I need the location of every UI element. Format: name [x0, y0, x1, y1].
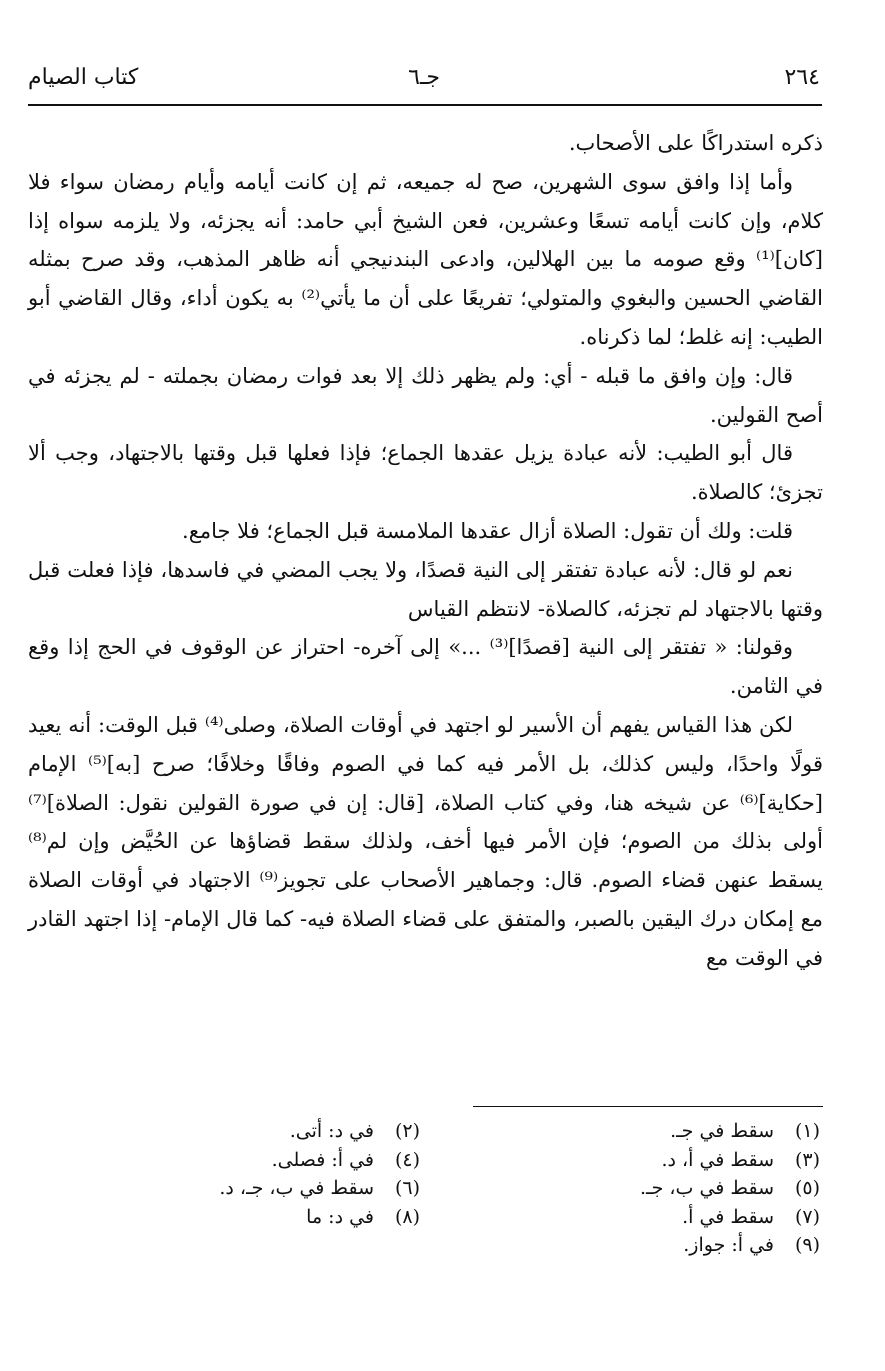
header-divider: [28, 104, 822, 106]
footnote-text: في أ: جواز.: [683, 1234, 774, 1256]
paragraph: لكن هذا القياس يفهم أن الأسير لو اجتهد في أوقات الصلاة، وصلى⁽⁴⁾ قبل الوقت: أنه يعيد قولًا واحدًا، وليس كذلك، بل الأمر فيه كما في الصوم وفاقًا وخلافًا؛ صرح [به]⁽⁵⁾ الإمام [حكاية]⁽⁶⁾ عن شيخه هنا، وفي كتاب الصلاة، [قال: إن في صورة القولين نقول: الصلاة]⁽⁷⁾ أولى بذلك من الصوم؛ فإن الأمر فيها أخف، ولذلك سقط قضاؤها عن الحُيَّض وإن لم⁽⁸⁾ يسقط عنهن قضاء الصوم. قال: وجماهير الأصحاب على تجويز⁽⁹⁾ الاجتهاد في أوقات الصلاة مع إمكان درك اليقين بالصبر، والمتفق على قضاء الصلاة فيه- كما قال الإمام- إذا اجتهد القادر في الوقت مع: [28, 712, 823, 970]
footnote-text: في د: ما: [306, 1205, 374, 1228]
paragraph: قال: وإن وافق ما قبله - أي: ولم يظهر ذلك إلا بعد فوات رمضان بجملته - لم يجزئه في أصح القولين.: [28, 363, 823, 427]
paragraph: وأما إذا وافق سوى الشهرين، صح له جميعه، ثم إن كانت أيامه وأيام رمضان سواء فلا كلام، وإن كانت أيامه تسعًا وعشرين، فعن الشيخ أبي حامد: أنه يجزئه، ولا يلزمه سواه إذا [كان]⁽¹⁾ وقع صومه ما بين الهلالين، وادعى البندنيجي أنه ظاهر المذهب، وقد صرح بمثله القاضي الحسين والبغوي والمتولي؛ تفريعًا على أن ما يأتي⁽²⁾ به يكون أداء، وقال القاضي أبو الطيب: إنه غلط؛ لما ذكرناه.: [28, 169, 823, 349]
footnote: [420, 1203, 820, 1232]
paragraph: نعم لو قال: لأنه عبادة تفتقر إلى النية قصدًا، ولا يجب المضي في فاسدها، فإذا فعلت قبل وقتها بالاجتهاد لم تجزئه، كالصلاة- لانتظم القياس: [28, 557, 823, 621]
footnote-number: (٢): [394, 1120, 420, 1142]
footnote-number: (٩): [794, 1234, 820, 1256]
volume-label: جـ٦: [408, 65, 440, 90]
footnote-number: (٤): [394, 1148, 420, 1171]
footnote-number: (٨): [394, 1205, 420, 1228]
footnote-text: سقط في أ، د.: [661, 1148, 774, 1171]
paragraph: قلت: ولك أن تقول: الصلاة أزال عقدها الملامسة قبل الجماع؛ فلا جامع.: [182, 518, 793, 543]
footnote-text: في د: أتى.: [289, 1120, 374, 1142]
footnote: [420, 1174, 820, 1203]
footnote-number: (٦): [394, 1177, 420, 1199]
footnotes: [28, 1117, 820, 1260]
page-header: [28, 58, 820, 98]
footnote-number: (٣): [794, 1148, 820, 1171]
footnote: [420, 1146, 820, 1175]
book-title: كتاب الصيام: [28, 65, 139, 90]
footnote-row: [28, 1174, 820, 1203]
footnote: [30, 1174, 420, 1203]
footnote-text: سقط في ب، جـ.: [640, 1177, 774, 1199]
footnote-row: [28, 1146, 820, 1175]
footnote-text: سقط في أ.: [682, 1205, 774, 1228]
footnote: [420, 1117, 820, 1146]
footnote-row: [28, 1203, 820, 1232]
footnote-text: في أ: فصلى.: [271, 1148, 374, 1171]
footnote-text: سقط في ب، جـ، د.: [219, 1177, 374, 1199]
footnote-text: سقط في جـ.: [670, 1120, 774, 1142]
footnote: [30, 1146, 420, 1175]
footnote-number: (٧): [794, 1205, 820, 1228]
footnote-divider: [473, 1106, 823, 1107]
footnote: [420, 1231, 820, 1260]
footnote-number: (٥): [794, 1177, 820, 1199]
footnote-number: (١): [794, 1120, 820, 1142]
paragraph: وقولنا: « تفتقر إلى النية [قصدًا]⁽³⁾ ...» إلى آخره- احتراز عن الوقوف في الحج إذا وقع في الثامن.: [28, 635, 823, 699]
paragraph: قال أبو الطيب: لأنه عبادة يزيل عقدها الجماع؛ فإذا فعلها قبل وقتها بالاجتهاد، وجب ألا تجزئ؛ كالصلاة.: [28, 441, 823, 505]
footnote: [30, 1117, 420, 1146]
footnote-row: [28, 1117, 820, 1146]
footnote-row: [28, 1231, 820, 1260]
main-text: [28, 124, 823, 978]
page-number: ٢٦٤: [784, 65, 820, 90]
footnote: [30, 1203, 420, 1232]
paragraph: ذكره استدراكًا على الأصحاب.: [568, 131, 823, 155]
footnote: [30, 1231, 420, 1260]
